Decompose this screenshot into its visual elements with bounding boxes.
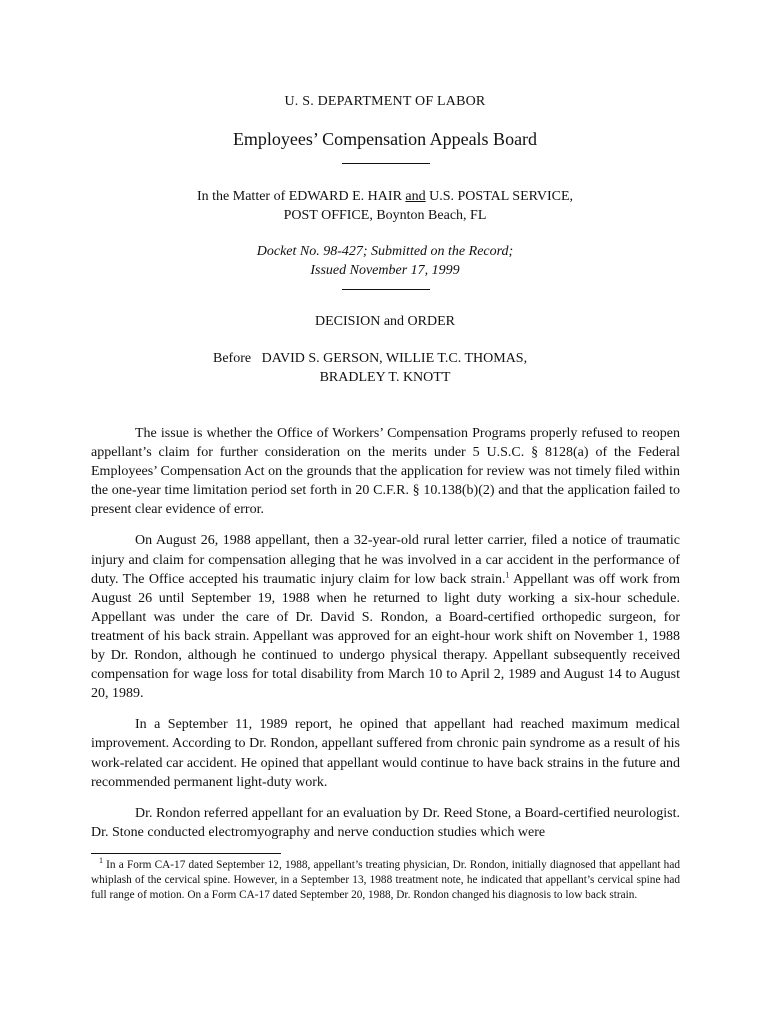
paragraph-background: [91, 531, 680, 703]
judges-line-1: [213, 349, 527, 368]
case-caption: [0, 187, 770, 225]
case-caption-line-2: POST OFFICE, Boynton Beach, FL: [283, 208, 487, 223]
paragraph-report: In a September 11, 1989 report, he opined that appellant had reached maximum medical improvement. According to Dr. Rondon, appellant suffered from chronic pain syndrome as a result of his work-related car accident. He opined that appellant would continue to have back strains in the future and recommended permanent light-duty work.: [91, 717, 680, 790]
decision-body: [91, 424, 680, 854]
footnote: [91, 858, 680, 904]
judges-names-1: DAVID S. GERSON, WILLIE T.C. THOMAS,: [261, 351, 528, 366]
judges-line-2: BRADLEY T. KNOTT: [319, 370, 451, 385]
paragraph-background-part-1: On August 26, 1988 appellant, then a 32-year-old rural letter carrier, filed a notice of traumatic injury and claim for compensation alleging that he was involved in a car accident in the performance of duty. The Office accepted his traumatic injury claim for low back strain.: [91, 533, 680, 587]
claimant-name: In the Matter of EDWARD E. HAIR: [197, 189, 402, 204]
paragraph-referral: Dr. Rondon referred appellant for an evaluation by Dr. Reed Stone, a Board-certified neurologist. Dr. Stone conducted electromyography and nerve conduction studies which were: [91, 805, 680, 840]
agency-heading: U. S. DEPARTMENT OF LABOR: [284, 94, 486, 109]
footnote-divider: [91, 853, 281, 854]
before-label: Before: [213, 351, 252, 366]
caption-and: and: [405, 189, 426, 204]
decision-title: DECISION and ORDER: [315, 314, 455, 329]
docket-info: [0, 242, 770, 280]
issue-date: Issued November 17, 1999: [310, 263, 460, 278]
footnote-reference[interactable]: 1: [505, 570, 510, 579]
docket-number: Docket No. 98-427; Submitted on the Record;: [256, 244, 514, 259]
case-caption-line-1: [0, 187, 770, 206]
docket-divider: [342, 289, 430, 290]
paragraph-background-part-2: Appellant was off work from August 26 until September 19, 1988 when he returned to light duty working a six-hour schedule. Appellant was under the care of Dr. David S. Rondon, a Board-certified orthopedic surgeon, for treatment of his back strain. Appellant was approved for an eight-hour work shift on November 1, 1988 by Dr. Rondon, although he continued to undergo physical therapy. Appellant subsequently received compensation for wage loss for total disability from March 10 to April 2, 1989 and August 14 to August 20, 1989.: [91, 571, 681, 702]
paragraph-issue: The issue is whether the Office of Workers’ Compensation Programs properly refused to reopen appellant’s claim for further consideration on the merits under 5 U.S.C. § 8128(a) of the Federal Employees’ Compensation Act on the grounds that the application for review was not timely filed within the one-year time limitation period set forth in 20 C.F.R. § 10.138(b)(2) and that the application failed to present clear evidence of error.: [91, 426, 680, 518]
employer-name: U.S. POSTAL SERVICE,: [429, 189, 573, 204]
footnote-text: In a Form CA-17 dated September 12, 1988, appellant’s treating physician, Dr. Rondon, initially diagnosed that appellant had whiplash of the cervical spine. However, in a September 13, 1988 treatment note, he indicated that appellant’s cervical spine had full range of motion. On a Form CA-17 dated September 20, 1988, Dr. Rondon changed his diagnosis to low back strain.: [91, 859, 680, 902]
board-title: Employees’ Compensation Appeals Board: [232, 129, 538, 149]
footnote-number: 1: [99, 856, 103, 866]
title-divider: [342, 163, 430, 164]
